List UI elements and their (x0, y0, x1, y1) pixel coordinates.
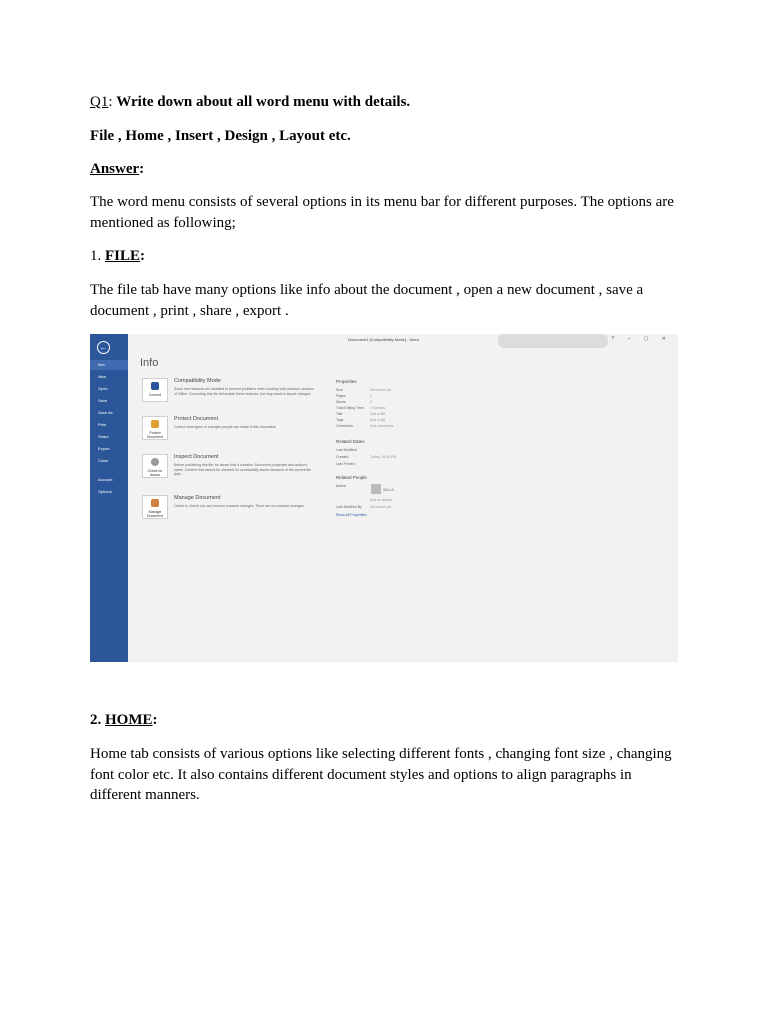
section-body-file: The file tab have many options like info about the document , open a new document , save a document , print , share , export . (90, 282, 644, 319)
info-heading: Info (140, 357, 159, 369)
nav-item: Close (98, 458, 109, 463)
section-title: HOME (105, 712, 153, 728)
prop-key: Total Editing Time (336, 406, 364, 410)
nav-item: Save As (98, 410, 113, 415)
nav-item: Share (98, 434, 109, 439)
nav-item: New (98, 374, 107, 379)
prop-value: 1 (370, 394, 372, 398)
prop-value: Add comments (370, 424, 394, 428)
avatar (371, 484, 381, 494)
nav-item: Info (90, 360, 128, 370)
card-title: Compatibility Mode (174, 378, 221, 384)
word-backstage-screenshot (90, 334, 678, 662)
nav-item: Print (98, 422, 107, 427)
prop-key: Tags (336, 418, 344, 422)
related-dates-heading: Related Dates (336, 439, 365, 444)
nav-item: Account (98, 477, 113, 482)
add-author: Add an author (370, 498, 392, 502)
nav-item: Export (98, 446, 110, 451)
title-bar (128, 334, 678, 346)
protect-card: Protect Document (142, 416, 168, 440)
section-heading-file: 1. FILE: (90, 248, 146, 264)
last-modified-by: Not saved yet (370, 505, 392, 509)
nav-item: Options (98, 489, 112, 494)
answer-heading: Answer: (90, 161, 145, 177)
section-number: 1. (90, 248, 102, 264)
date-key: Last Printed (336, 462, 355, 466)
backstage-sidebar (90, 334, 128, 662)
blurred-account-area (498, 334, 608, 348)
convert-card: Convert (142, 378, 168, 402)
show-all-properties-link: Show All Properties (336, 513, 367, 517)
card-desc: Before publishing this file, be aware that it contains: Document properties and author's name. Content that cannot be checked for accessibility issues because of the current file type. (174, 463, 311, 476)
prop-value: Add a title (370, 412, 386, 416)
nav-item: Open (98, 386, 108, 391)
section-number: 2. (90, 712, 102, 728)
section-heading-home: 2. HOME: (90, 712, 158, 728)
prop-key: Size (336, 388, 343, 392)
prop-key: Words (336, 400, 347, 404)
question-text: Write down about all word menu with details. (116, 94, 411, 110)
last-modified-by-label: Last Modified By (336, 505, 362, 509)
related-people-heading: Related People (336, 475, 367, 480)
author-label: Author (336, 484, 347, 488)
manage-card: Manage Document (142, 495, 168, 519)
prop-value: 0 (370, 400, 372, 404)
question-label: Q1 (90, 94, 109, 110)
answer-label: Answer (90, 161, 140, 177)
card-desc: Some new features are disabled to prevent problems when working with previous versions of Office. Converting this file will enable these features, but may result in layout changes. (174, 387, 314, 396)
prop-key: Title (336, 412, 343, 416)
answer-intro: The word menu consists of several options in its menu bar for different purposes. The options are mentioned as following; (90, 194, 674, 231)
back-arrow-icon: ← (97, 341, 110, 354)
window-title: Document1 [Compatibility Mode] - Word (348, 337, 419, 342)
question-subtitle: File , Home , Insert , Design , Layout etc. (90, 128, 351, 144)
card-desc: Check in, check out, and recover unsaved changes. There are no unsaved changes. (174, 504, 305, 508)
nav-item: Save (98, 398, 108, 403)
card-title: Manage Document (174, 495, 221, 501)
prop-key: Pages (336, 394, 346, 398)
author-name: SALI A (383, 488, 394, 492)
prop-value: Add a tag (370, 418, 385, 422)
inspect-icon (151, 458, 159, 466)
card-title: Protect Document (174, 416, 219, 422)
date-key: Last Modified (336, 448, 357, 452)
date-key: Created (336, 455, 349, 459)
date-value: Today, 10:40 PM (370, 455, 397, 459)
card-desc: Control what types of changes people can make to this document. (174, 425, 277, 429)
section-title: FILE (105, 248, 141, 264)
check-issues-card: Check for Issues (142, 454, 168, 478)
lock-icon (151, 420, 159, 428)
section-body-home: Home tab consists of various options like selecting different fonts , changing font size , changing font color etc. It also contains different document styles and options to align paragraphs in different manners. (90, 746, 672, 803)
prop-key: Comments (336, 424, 353, 428)
properties-heading: Properties (336, 379, 357, 384)
window-controls: ? – ▢ ✕ (611, 336, 672, 342)
prop-value: 0 Minutes (370, 406, 386, 410)
manage-icon (151, 499, 159, 507)
card-title: Inspect Document (174, 454, 219, 460)
prop-value: Not saved yet (370, 388, 392, 392)
question-line: Q1: Write down about all word menu with details. (90, 94, 411, 110)
convert-icon (151, 382, 159, 390)
